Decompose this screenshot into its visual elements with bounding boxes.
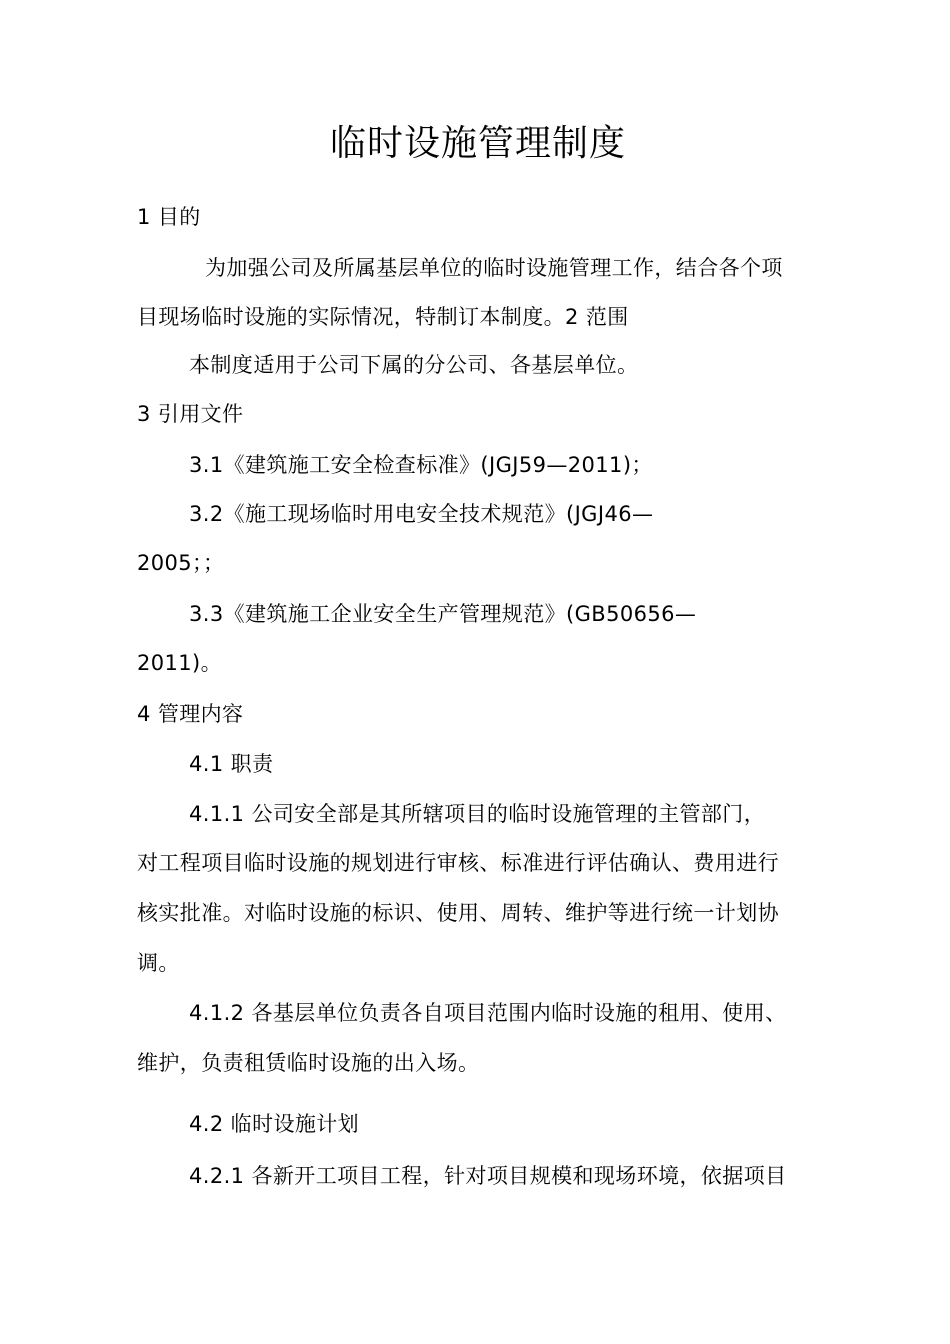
subsection-heading: 4.2 临时设施计划 <box>189 1112 360 1136</box>
section-heading-references: 3 引用文件 <box>137 402 244 426</box>
paragraph-line: 对工程项目临时设施的规划进行审核、标准进行评估确认、费用进行 <box>137 851 779 875</box>
paragraph-line: 4.1.2 各基层单位负责各自项目范围内临时设施的租用、使用、 <box>189 1001 787 1025</box>
paragraph-line: 维护，负责租赁临时设施的出入场。 <box>137 1051 480 1075</box>
paragraph-line: 本制度适用于公司下属的分公司、各基层单位。 <box>189 353 639 377</box>
paragraph-line: 4.2.1 各新开工项目工程，针对项目规模和现场环境，依据项目 <box>189 1164 787 1188</box>
reference-item: 3.1《建筑施工安全检查标准》(JGJ59—2011)； <box>189 453 653 477</box>
paragraph-line: 4.1.1 公司安全部是其所辖项目的临时设施管理的主管部门， <box>189 802 766 826</box>
document-title: 临时设施管理制度 <box>329 123 626 164</box>
reference-item: 3.2《施工现场临时用电安全技术规范》(JGJ46— <box>189 502 654 526</box>
subsection-heading: 4.1 职责 <box>189 752 274 776</box>
section-heading-purpose: 1 目的 <box>137 205 201 229</box>
reference-item-continued: 2005；； <box>137 551 225 575</box>
section-heading-management: 4 管理内容 <box>137 702 244 726</box>
paragraph-line: 为加强公司及所属基层单位的临时设施管理工作，结合各个项 <box>205 256 783 280</box>
paragraph-line: 目现场临时设施的实际情况，特制订本制度。2 范围 <box>137 305 629 329</box>
paragraph-line: 调。 <box>137 951 180 975</box>
reference-item: 3.3《建筑施工企业安全生产管理规范》(GB50656— <box>189 602 697 626</box>
reference-item-continued: 2011)。 <box>137 651 223 675</box>
paragraph-line: 核实批准。对临时设施的标识、使用、周转、维护等进行统一计划协 <box>137 901 779 925</box>
